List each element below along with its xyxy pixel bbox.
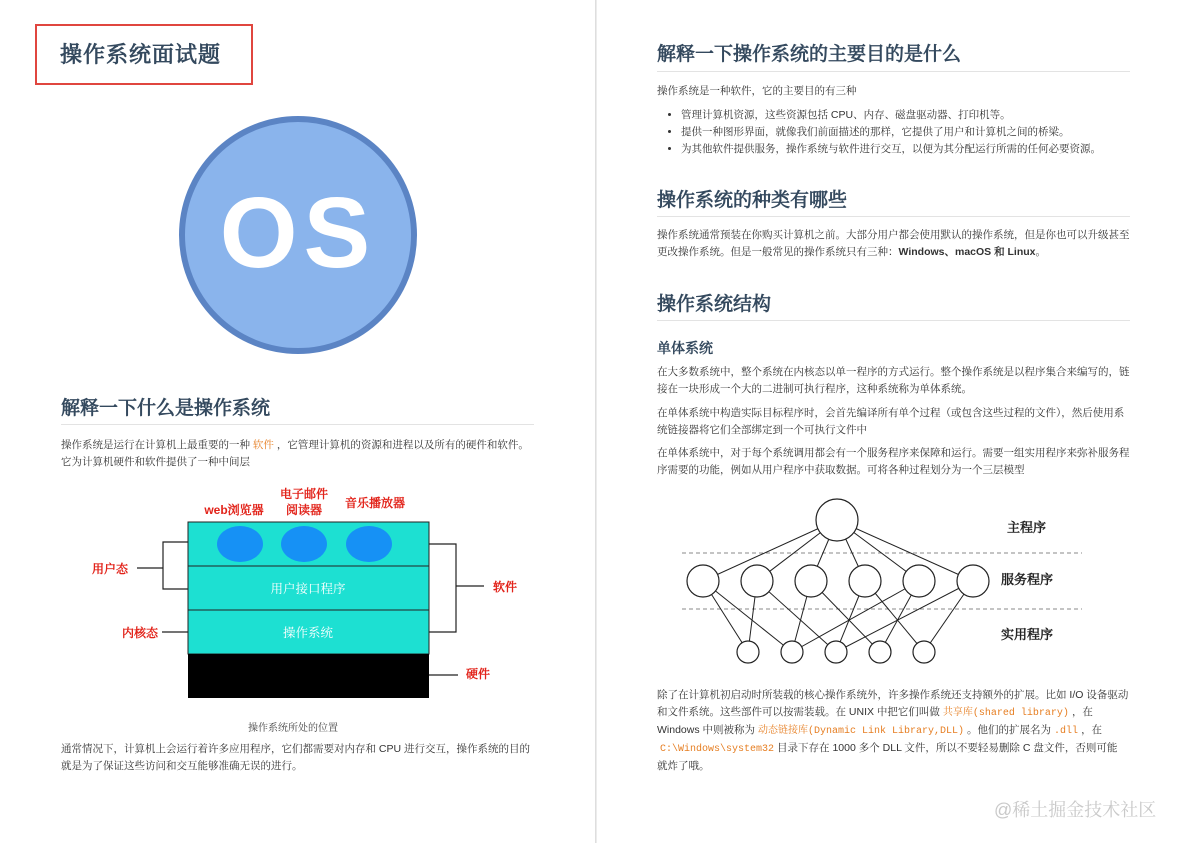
- text-line: 。他们的扩展名为: [967, 724, 1052, 736]
- text-line: 就炸了哦。: [657, 760, 710, 772]
- text-line: 和文件系统。这些部件可以按需装载。在 UNIX 中把它们叫做: [657, 706, 940, 718]
- label-software: 软件: [493, 580, 518, 594]
- label-email-reader-line1: 电子邮件: [279, 487, 329, 501]
- service-node: [903, 565, 935, 597]
- paragraph-extensions: [657, 687, 1141, 775]
- app-circle-email: [281, 526, 327, 562]
- label-main-program: 主程序: [1007, 520, 1047, 535]
- utility-node: [913, 641, 935, 663]
- utility-node: [737, 641, 759, 663]
- purpose-intro: 操作系统是一种软件，它的主要目的有三种: [657, 85, 857, 97]
- code-shared-library: 共享库(shared library): [942, 708, 1069, 719]
- software-bracket: [429, 544, 456, 632]
- heading-rule: [657, 320, 1130, 321]
- para2-text-b: 就是为了保证这些访问和交互能够准确无误的进行。: [61, 760, 303, 772]
- para1-highlight-software: 软件: [252, 439, 274, 451]
- os-logo-icon: [178, 115, 418, 355]
- sub-heading-monolithic: 单体系统: [657, 340, 713, 356]
- service-node: [795, 565, 827, 597]
- text-line: 目录下存在 1000 多个 DLL 文件，所以不要轻易删除 C 盘文件，否则可能: [777, 742, 1118, 754]
- utility-node: [781, 641, 803, 663]
- types-text-b: 更改操作系统。但是一般常见的操作系统只有三种：: [657, 246, 899, 258]
- label-hardware: 硬件: [466, 667, 491, 681]
- label-utility-program: 实用程序: [1001, 627, 1054, 642]
- heading-rule: [657, 71, 1130, 72]
- label-ui-program: 用户接口程序: [270, 582, 346, 596]
- right-page: [597, 0, 1178, 843]
- label-os-layer: 操作系统: [282, 626, 334, 640]
- section-heading-os-purpose: 解释一下操作系统的主要目的是什么: [657, 44, 962, 65]
- paragraph-os-types: [657, 227, 1137, 261]
- text-line: ，在: [1081, 724, 1103, 736]
- paragraph-monolithic-3: [657, 445, 1137, 479]
- code-dll: 动态链接库(Dynamic Link Library,DLL): [758, 726, 965, 737]
- os-logo-text: OS: [219, 177, 377, 289]
- label-user-mode: 用户态: [91, 562, 128, 576]
- label-email-reader-line2: 阅读器: [285, 503, 323, 517]
- user-mode-bracket: [163, 542, 188, 589]
- paragraph-os-purpose: [61, 741, 551, 775]
- service-node: [741, 565, 773, 597]
- text-line: 在大多数系统中，整个系统在内核态以单一程序的方式运行。整个操作系统是以程序集合来编写的，链: [657, 366, 1130, 378]
- text-line: 接在一块形成一个大的二进制可执行程序，这种系统称为单体系统。: [657, 383, 972, 395]
- paragraph-monolithic-1: [657, 364, 1137, 398]
- heading-rule: [657, 216, 1130, 217]
- service-node: [687, 565, 719, 597]
- app-circle-browser: [217, 526, 263, 562]
- text-line: 除了在计算机初启动时所装载的核心操作系统外，许多操作系统还支持额外的扩展。比如 I/O 设备驱动: [657, 689, 1129, 701]
- types-text-a: 操作系统通常预装在你购买计算机之前。大部分用户都会使用默认的操作系统，但是你也可以升级甚至: [657, 229, 1130, 241]
- utility-node: [869, 641, 891, 663]
- service-node: [849, 565, 881, 597]
- three-layer-model-diagram: [677, 490, 1097, 672]
- heading-rule: [61, 424, 534, 425]
- document-title: 操作系统面试题: [60, 42, 222, 67]
- text-line: 在单体系统中，对于每个系统调用都会有一个服务程序来保障和运行。需要一组实用程序来弥补服务程: [657, 447, 1130, 459]
- utility-node: [825, 641, 847, 663]
- hardware-layer: [188, 654, 429, 698]
- list-item: • 为其他软件提供服务，操作系统与软件进行交互，以便为其分配运行所需的任何必要资源。: [681, 141, 1161, 158]
- label-service-program: 服务程序: [1001, 572, 1054, 587]
- code-dll-extension: .dll: [1054, 726, 1079, 737]
- text-line: 统链接器将它们全部绑定到一个可执行文件中: [657, 424, 867, 436]
- label-web-browser: web浏览器: [204, 503, 264, 517]
- paragraph-monolithic-2: [657, 405, 1137, 439]
- list-item: • 提供一种图形界面，就像我们前面描述的那样，它提供了用户和计算机之间的桥梁。: [681, 124, 1161, 141]
- text-line: 序需要的功能，例如从用户程序中获取数据。可将各种过程划分为一个三层模型: [657, 464, 1025, 476]
- main-program-node: [816, 499, 858, 541]
- text-line: Windows 中则被称为: [657, 724, 756, 736]
- para2-text-a: 通常情况下，计算机上会运行着许多应用程序，它们都需要对内存和 CPU 进行交互，操作系统的目的: [61, 743, 531, 755]
- text-line: ，在: [1071, 706, 1093, 718]
- service-node: [957, 565, 989, 597]
- label-kernel-mode: 内核态: [121, 626, 158, 640]
- label-music-player: 音乐播放器: [344, 496, 406, 510]
- para1-text-b: ，它管理计算机的资源和进程以及所有的硬件和软件。: [276, 439, 529, 451]
- app-circle-music: [346, 526, 392, 562]
- section-heading-os-types: 操作系统的种类有哪些: [657, 190, 848, 211]
- purpose-bullet-list: [659, 107, 1161, 158]
- types-text-end: 。: [1035, 246, 1047, 258]
- section-heading-os-structure: 操作系统结构: [657, 294, 772, 315]
- text-line: 在单体系统中构造实际目标程序时，会首先编译所有单个过程（或包含这些过程的文件），然后使用系: [657, 407, 1125, 419]
- para1-text-a: 操作系统是运行在计算机上最重要的一种: [61, 439, 250, 451]
- watermark: @稀土掘金技术社区: [994, 800, 1157, 820]
- types-os-names: Windows、macOS 和 Linux: [898, 246, 1036, 258]
- code-system32-path: C:\Windows\system32: [660, 744, 775, 755]
- section-heading-what-is-os: 解释一下什么是操作系统: [61, 398, 271, 419]
- para1-text-c: 它为计算机硬件和软件提供了一种中间层: [61, 456, 250, 468]
- paragraph-what-is-os: [61, 437, 541, 471]
- list-item: • 管理计算机资源，这些资源包括 CPU、内存、磁盘驱动器、打印机等。: [681, 107, 1161, 124]
- os-layer-diagram: [0, 480, 596, 700]
- diagram-caption: 操作系统所处的位置: [248, 723, 338, 734]
